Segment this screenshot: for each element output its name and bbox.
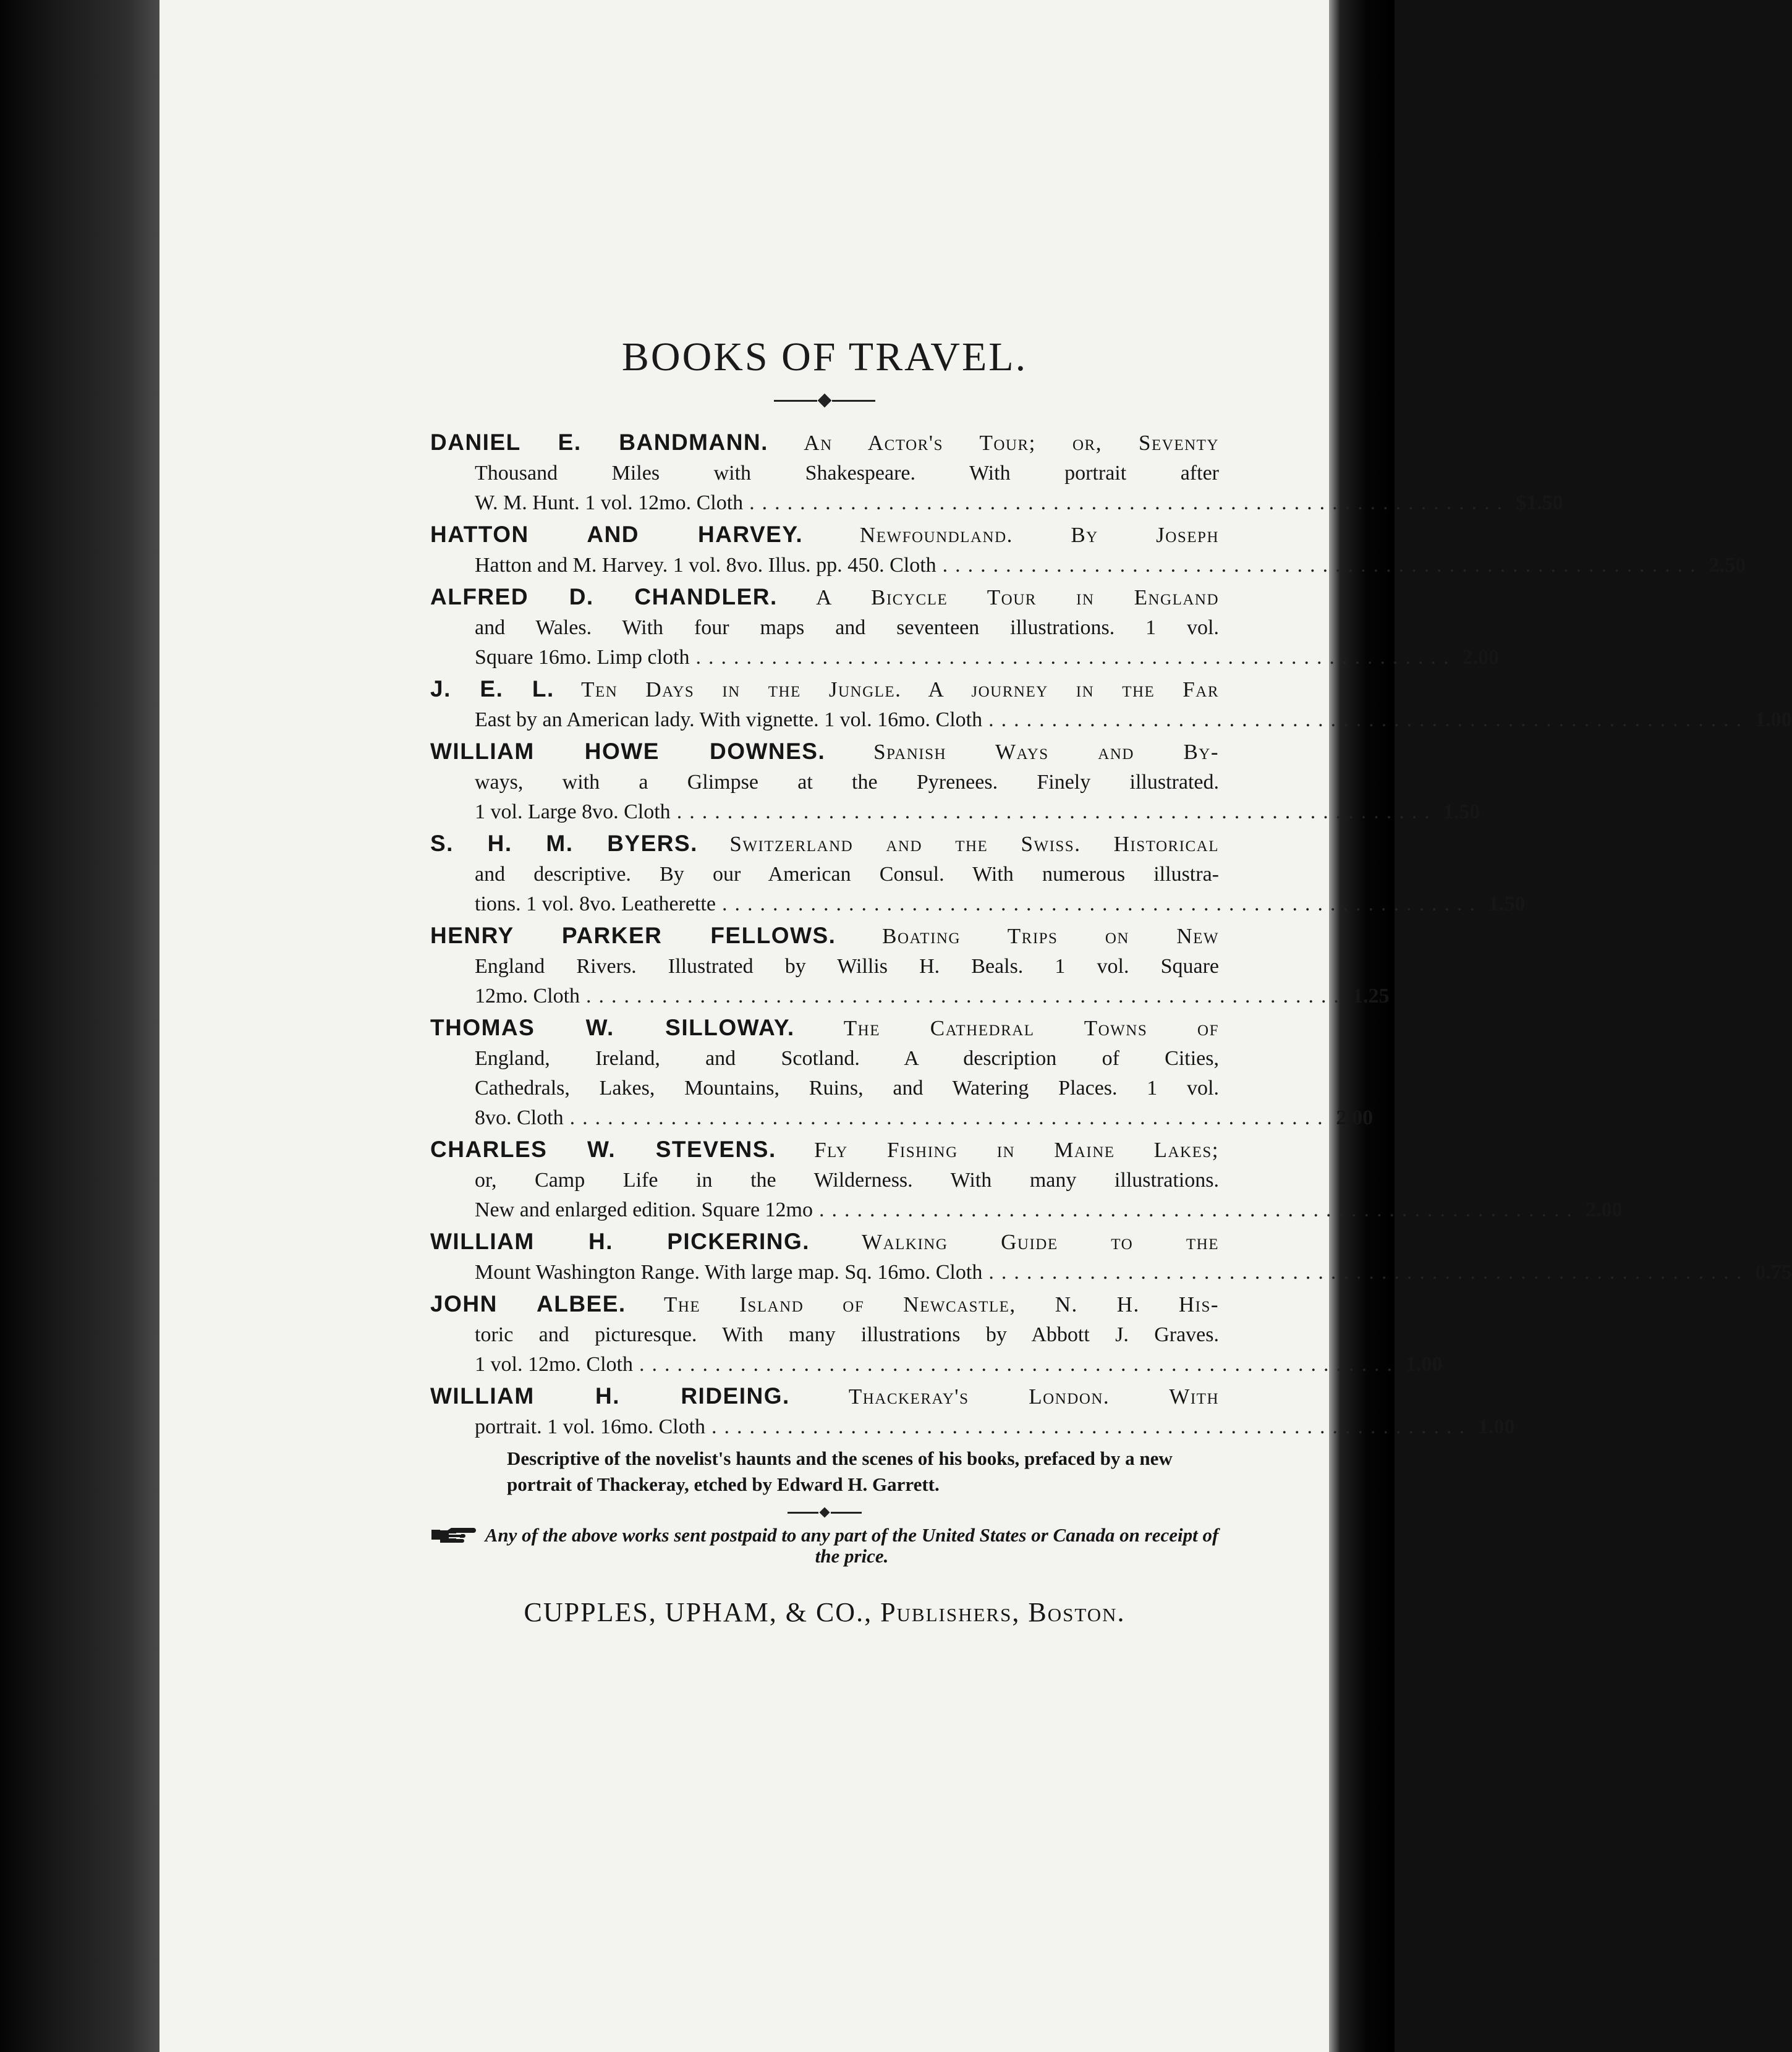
entry-author: HENRY PARKER FELLOWS. xyxy=(430,923,836,948)
entry-price: 2.00 xyxy=(1462,646,1500,669)
entry-first-line xyxy=(430,674,1219,705)
entry-details: East by an American lady. With vignette. 1 vol. 16mo. Cloth xyxy=(475,708,983,731)
entry-author: HATTON AND HARVEY. xyxy=(430,522,804,547)
entry-price: 1.00 xyxy=(1405,1353,1443,1376)
entry-price: 0.75 xyxy=(1755,1261,1792,1284)
entry-author: WILLIAM H. RIDEING. xyxy=(430,1383,790,1409)
entry-price-line xyxy=(430,1350,1443,1380)
leader-dots: ............................................................ xyxy=(695,646,1456,669)
entry-description-line: and Wales. With four maps and seventeen illustrations. 1 vol. xyxy=(475,616,1219,639)
entry-author: WILLIAM H. PICKERING. xyxy=(430,1229,810,1254)
entry-details: 1 vol. 12mo. Cloth xyxy=(475,1353,633,1376)
entry-description: Spanish Ways and By- xyxy=(873,740,1219,764)
entry-description: Fly Fishing in Maine Lakes; xyxy=(814,1138,1219,1162)
entry-first-line xyxy=(430,921,1219,952)
entry-description: Ten Days in the Jungle. A journey in the Far xyxy=(581,677,1220,702)
page-title: BOOKS OF TRAVEL. xyxy=(621,334,1028,379)
entry-price-line xyxy=(430,1412,1515,1442)
entry-details: 1 vol. Large 8vo. Cloth xyxy=(475,800,671,823)
leader-dots: ............................................................ xyxy=(711,1415,1472,1438)
entry-details: 12mo. Cloth xyxy=(475,985,580,1007)
entry-price-line xyxy=(430,889,1526,919)
book-entry xyxy=(430,520,1746,580)
entry-price: 1.00 xyxy=(1478,1415,1515,1438)
book-entry xyxy=(430,1381,1515,1442)
entry-description-line: toric and picturesque. With many illustrations by Abbott J. Graves. xyxy=(475,1323,1219,1346)
entry-author: JOHN ALBEE. xyxy=(430,1291,626,1316)
entry-price: 2.50 xyxy=(1709,554,1746,577)
entry-details: 8vo. Cloth xyxy=(475,1106,564,1129)
entry-author: S. H. M. BYERS. xyxy=(430,831,698,856)
entry-price-line xyxy=(430,488,1563,518)
book-entry xyxy=(430,737,1480,827)
entry-description-line: or, Camp Life in the Wilderness. With many illustrations. xyxy=(475,1169,1219,1192)
book-spine-right xyxy=(1329,0,1395,2052)
entry-description-line: Cathedrals, Lakes, Mountains, Ruins, and Watering Places. 1 vol. xyxy=(475,1077,1219,1100)
leader-dots: ............................................................ xyxy=(639,1353,1399,1376)
entry-details: Square 16mo. Limp cloth xyxy=(475,646,690,669)
book-entry xyxy=(430,428,1563,518)
book-spine-left xyxy=(0,0,159,2052)
publisher-location: Publishers, Boston. xyxy=(880,1597,1126,1627)
entry-author: CHARLES W. STEVENS. xyxy=(430,1137,776,1162)
entry-price-line xyxy=(430,797,1480,827)
book-list xyxy=(430,428,1792,1442)
leader-dots: ............................................................ xyxy=(942,554,1703,577)
entry-description: Boating Trips on New xyxy=(882,924,1220,948)
entry-first-line xyxy=(430,520,1219,551)
entry-details: Hatton and M. Harvey. 1 vol. 8vo. Illus. pp. 450. Cloth xyxy=(475,554,936,577)
entry-price: 1.50 xyxy=(1488,892,1526,915)
entry-price-line xyxy=(430,1103,1374,1133)
entry-details: New and enlarged edition. Square 12mo xyxy=(475,1198,813,1221)
entry-price: 1.25 xyxy=(1352,985,1390,1007)
entry-details: Mount Washington Range. With large map. Sq. 16mo. Cloth xyxy=(475,1261,983,1284)
entry-description: An Actor's Tour; or, Seventy xyxy=(804,431,1219,455)
entry-details: portrait. 1 vol. 16mo. Cloth xyxy=(475,1415,706,1438)
entry-first-line xyxy=(430,1227,1219,1258)
book-entry xyxy=(430,1013,1374,1133)
pointing-hand-icon xyxy=(430,1525,477,1543)
entry-first-line xyxy=(430,1135,1219,1166)
book-entry xyxy=(430,829,1526,919)
book-entry xyxy=(430,921,1390,1011)
entry-details: W. M. Hunt. 1 vol. 12mo. Cloth xyxy=(475,491,744,514)
entry-first-line xyxy=(430,582,1219,613)
entry-description-line: and descriptive. By our American Consul. With numerous illustra- xyxy=(475,863,1219,886)
entry-price: 2.00 xyxy=(1586,1198,1623,1221)
entry-details: tions. 1 vol. 8vo. Leatherette xyxy=(475,892,716,915)
book-entry xyxy=(430,1289,1443,1380)
entry-first-line xyxy=(430,428,1219,459)
entry-price-line xyxy=(430,551,1746,580)
title-ornament xyxy=(430,396,1219,405)
entry-author: ALFRED D. CHANDLER. xyxy=(430,584,778,609)
book-entry xyxy=(430,1135,1623,1225)
book-entry xyxy=(430,674,1792,735)
entry-first-line xyxy=(430,829,1219,860)
entry-description: Walking Guide to the xyxy=(862,1230,1219,1254)
catalog-content xyxy=(430,334,1792,1628)
entry-price-line xyxy=(430,705,1792,735)
entry-first-line xyxy=(430,1381,1219,1412)
entry-description-line: England, Ireland, and Scotland. A description of Cities, xyxy=(475,1047,1219,1070)
leader-dots: ............................................................ xyxy=(569,1106,1330,1129)
rideing-note: Descriptive of the novelist's haunts and the scenes of his books, prefaced by a new portrait of Thackeray, etched by Edward H. Garrett. xyxy=(507,1448,1173,1495)
postpaid-text: Any of the above works sent postpaid to any part of the United States or Canada on receipt of the price. xyxy=(485,1524,1219,1567)
entry-first-line xyxy=(430,1289,1219,1320)
leader-dots: ............................................................ xyxy=(676,800,1437,823)
publisher-line xyxy=(430,1596,1219,1628)
entry-price-line xyxy=(430,643,1500,672)
entry-description: Thackeray's London. With xyxy=(848,1384,1220,1409)
leader-dots: ............................................................ xyxy=(586,985,1347,1007)
entry-price-line xyxy=(430,1195,1623,1225)
book-entry xyxy=(430,1227,1792,1287)
leader-dots: ............................................................ xyxy=(721,892,1482,915)
entry-description: Switzerland and the Swiss. Historical xyxy=(729,832,1220,856)
footer-ornament xyxy=(430,1509,1219,1516)
entry-author: J. E. L. xyxy=(430,676,554,702)
entry-price-line xyxy=(430,1258,1792,1287)
entry-first-line xyxy=(430,1013,1219,1044)
leader-dots: ............................................................ xyxy=(819,1198,1580,1221)
entry-price-line xyxy=(430,981,1390,1011)
entry-description: The Cathedral Towns of xyxy=(843,1016,1220,1040)
postpaid-notice xyxy=(430,1525,1219,1567)
leader-dots: ............................................................ xyxy=(988,708,1749,731)
entry-price: $1.50 xyxy=(1516,491,1563,514)
entry-description: The Island of Newcastle, N. H. His- xyxy=(664,1292,1219,1316)
entry-description-line: England Rivers. Illustrated by Willis H. Beals. 1 vol. Square xyxy=(475,955,1219,978)
entry-author: THOMAS W. SILLOWAY. xyxy=(430,1015,795,1040)
entry-price: 1.50 xyxy=(1443,800,1480,823)
book-entry xyxy=(430,582,1500,672)
leader-dots: ............................................................ xyxy=(988,1261,1749,1284)
publisher-name: CUPPLES, UPHAM, & CO., xyxy=(524,1597,873,1627)
entry-description-line: ways, with a Glimpse at the Pyrenees. Finely illustrated. xyxy=(475,771,1219,794)
entry-description: A Bicycle Tour in England xyxy=(816,585,1220,609)
entry-price: 2.00 xyxy=(1336,1106,1374,1129)
entry-price: 1.00 xyxy=(1755,708,1792,731)
leader-dots: ............................................................ xyxy=(749,491,1510,514)
entry-first-line xyxy=(430,737,1219,768)
entry-description-line: Thousand Miles with Shakespeare. With portrait after xyxy=(475,462,1219,485)
entry-description: Newfoundland. By Joseph xyxy=(859,523,1219,547)
entry-author: WILLIAM HOWE DOWNES. xyxy=(430,739,826,764)
entry-author: DANIEL E. BANDMANN. xyxy=(430,430,768,455)
